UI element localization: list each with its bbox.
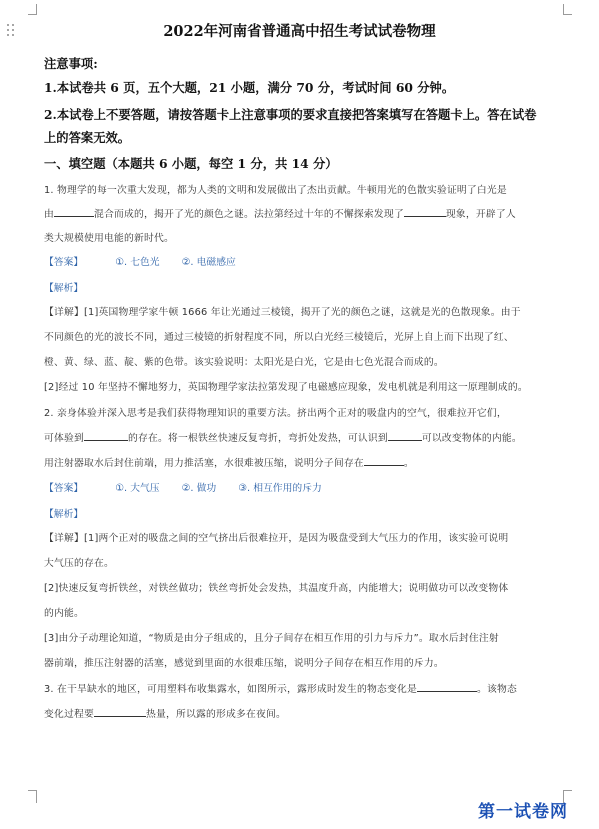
q1-answer-1: ①. 七色光 [115,257,160,268]
q1-line-2 [44,206,572,220]
q2-line-3 [44,455,572,469]
q1-detail-4: [2]经过 10 年坚持不懈地努力，英国物理学家法拉第发现了电磁感应现象，发电机就是利用这一原理制成的。 [44,382,528,393]
q1-blank-2 [404,207,446,217]
q2-text-b: 的存在。将一根铁丝快速反复弯折，弯折处发热，可认识到 [128,433,388,444]
q3-line-1 [44,681,572,695]
notice-item-2-line-1: 2.本试卷上不要答题，请按答题卡上注意事项的要求直接把答案填写在答题卡上。答在试卷 [44,107,537,122]
page-corner-mark-bottom-left [28,790,37,803]
q3-blank-1 [417,682,477,692]
document-title: 2022年河南省普通高中招生考试试卷物理 [163,23,436,40]
q1-text-c: 现象，开辟了人 [445,209,516,220]
q1-text-b: 混合而成的，揭开了光的颜色之谜。法拉第经过十年的不懈探索发现了 [94,209,404,220]
q2-analysis-label: 【解析】 [44,509,84,520]
q1-blank-1 [54,207,94,217]
q2-blank-3 [364,456,404,466]
site-logo: 第一试卷网 [478,802,568,822]
q2-blank-1 [84,431,128,441]
notice-heading: 注意事项: [44,56,98,71]
q2-detail-3: [2]快速反复弯折铁丝，对铁丝做功；铁丝弯折处会发热，其温度升高，内能增大；说明做功可以改变物体 [44,583,509,594]
q2-answer-3: ③. 相互作用的斥力 [238,483,322,494]
q3-blank-2 [94,707,146,717]
q2-detail-4: 的内能。 [44,608,84,619]
q2-line-1: 2. 亲身体验并深入思考是我们获得物理知识的重要方法。挤出两个正对的吸盘内的空气，很难拉开它们， [44,408,507,419]
q2-detail-6: 器前端，推压注射器的活塞，感觉到里面的水很难压缩，说明分子间存在相互作用的斥力。 [44,658,444,669]
q1-text-a: 由 [44,209,54,220]
q2-text-c: 可以改变物体的内能。 [421,433,522,444]
q1-line-1: 1. 物理学的每一次重大发现，都为人类的文明和发展做出了杰出贡献。牛顿用光的色散实验证明了白光是 [44,185,507,196]
q1-detail-3: 橙、黄、绿、蓝、靛、紫的色带。该实验说明：太阳光是白光，它是由七色光混合而成的。 [44,357,444,368]
q2-detail-2: 大气压的存在。 [44,558,114,569]
answer-label: 【答案】 [44,483,84,494]
q1-analysis-label: 【解析】 [44,283,84,294]
q2-detail-1: 【详解】[1]两个正对的吸盘之间的空气挤出后很难拉开，是因为吸盘受到大气压力的作用，该实验可说明 [44,533,509,544]
section-1-heading: 一、填空题（本题共 6 小题，每空 1 分，共 14 分） [44,156,338,171]
q2-text-a: 可体验到 [44,433,84,444]
q3-text-a: 3. 在干旱缺水的地区，可用塑料布收集露水，如图所示，露形成时发生的物态变化是 [44,684,417,695]
q3-text-c: 变化过程要 [44,709,94,720]
q2-text-e: 。 [403,458,414,469]
q2-answer-1: ①. 大气压 [115,483,160,494]
q2-answer-2: ②. 做功 [181,483,217,494]
answer-label: 【答案】 [44,257,84,268]
q2-line-2 [44,430,572,444]
q1-answer [44,254,572,268]
q1-answer-2: ②. 电磁感应 [181,257,236,268]
notice-item-1: 1.本试卷共 6 页，五个大题，21 小题，满分 70 分，考试时间 60 分钟。 [44,80,455,95]
q1-detail-2: 不同颜色的光的波长不同，通过三棱镜的折射程度不同，所以白光经三棱镜后，光屏上自上而下出现了红、 [44,332,514,343]
q2-blank-2 [388,431,422,441]
q3-text-d: 热量，所以露的形成多在夜间。 [145,709,286,720]
page-corner-mark-top-left [28,4,37,15]
q1-detail-1: 【详解】[1]英国物理学家牛顿 1666 年让光通过三棱镜，揭开了光的颜色之谜，这就是光的色散现象。由于 [44,307,521,318]
q2-text-d: 用注射器取水后封住前端，用力推活塞，水很难被压缩，说明分子间存在 [44,458,364,469]
notice-item-2-line-2: 上的答案无效。 [44,130,131,145]
q2-detail-5: [3]由分子动理论知道，“物质是由分子组成的，且分子间存在相互作用的引力与斥力”。取水后封住注射 [44,633,499,644]
q2-answer [44,480,572,494]
page-corner-mark-top-right [563,4,572,15]
q3-line-2 [44,706,572,720]
q1-line-3: 类大规模使用电能的新时代。 [44,233,174,244]
q3-text-b: 。该物态 [476,684,517,695]
